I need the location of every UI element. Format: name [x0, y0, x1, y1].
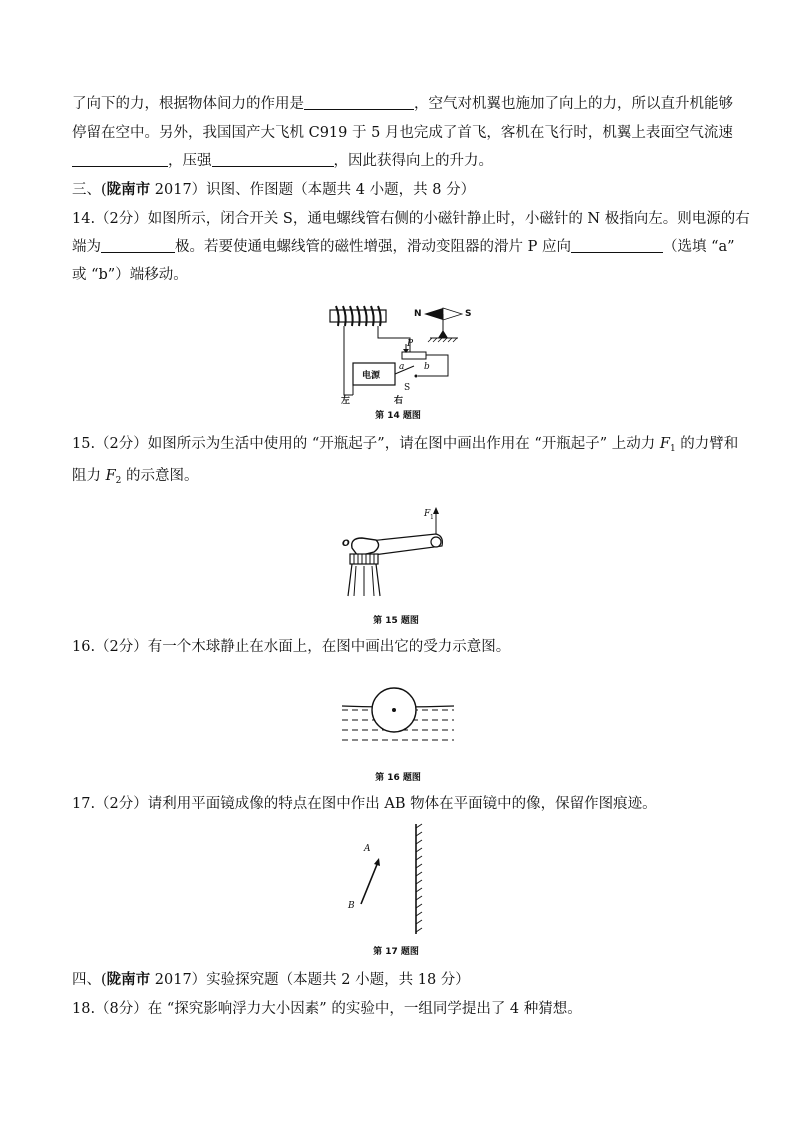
text: 停留在空中。另外，我国国产大飞机 C919 于 5 月也完成了首飞，客机在飞行时，机翼上表面空气流速 — [72, 125, 733, 141]
text: 三、( — [72, 182, 107, 198]
text: 或 “b”）端移动。 — [72, 267, 188, 283]
text: 15.（2分）如图所示为生活中使用的 “开瓶起子”，请在图中画出作用在 “开瓶起子” 上动力 — [72, 436, 660, 452]
label-a: a — [399, 362, 405, 372]
label-switch-s: S — [404, 383, 411, 393]
text: 14.（2分）如图所示，闭合开关 S，通电螺线管右侧的小磁针静止时，小磁针的 N 极指向左。则电源的右 — [72, 211, 750, 227]
label-o: O — [342, 539, 350, 549]
text: 了向下的力，根据物体间力的作用是 — [72, 96, 304, 112]
switch-s — [395, 366, 414, 374]
figure-15-bottle-opener — [336, 500, 456, 610]
para-line-3 — [72, 151, 732, 171]
text: ，因此获得向上的升力。 — [333, 153, 493, 169]
ball-center — [392, 708, 396, 712]
label-f1-sub: 1 — [430, 514, 434, 521]
needle-north — [424, 308, 443, 320]
var-sub: 2 — [115, 476, 122, 486]
text: 四、( — [72, 972, 107, 988]
label-needle-s: S — [465, 309, 472, 319]
q18-line-1 — [72, 999, 732, 1019]
q14-line-2 — [72, 237, 735, 257]
q14-line-3 — [72, 265, 732, 285]
text: 的力臂和 — [675, 436, 739, 452]
label-needle-n: N — [414, 309, 422, 319]
text: 极。若要使通电螺线管的磁性增强，滑动变阻器的滑片 P 应向 — [175, 239, 571, 255]
answer-blank[interactable] — [101, 238, 175, 253]
section-place: 陇南市 — [106, 971, 151, 988]
section-3-heading — [72, 180, 732, 200]
q16-line-1 — [72, 637, 732, 657]
text: 18.（8分）在 “探究影响浮力大小因素” 的实验中，一组同学提出了 4 种猜想。 — [72, 1001, 582, 1017]
object-ab — [361, 862, 378, 904]
opener-hole — [431, 537, 441, 547]
para-line-2 — [72, 123, 732, 143]
text: ，空气对机翼也施加了向上的力，所以直升机能够 — [414, 96, 733, 112]
text: 2017）识图、作图题（本题共 4 小题，共 8 分） — [150, 182, 476, 198]
label-right: 右 — [394, 396, 404, 406]
answer-blank[interactable] — [72, 152, 168, 167]
var-sub: 1 — [669, 444, 676, 454]
wire-top — [378, 326, 410, 352]
q17-line-1 — [72, 794, 732, 814]
text: 的示意图。 — [121, 468, 199, 484]
figure-14-circuit — [318, 300, 478, 425]
label-left: 左 — [341, 396, 351, 406]
answer-blank[interactable] — [212, 152, 334, 167]
rheostat — [402, 352, 426, 359]
text: ，压强 — [168, 153, 212, 169]
text: 17.（2分）请利用平面镜成像的特点在图中作出 AB 物体在平面镜中的像，保留作图痕迹。 — [72, 796, 657, 812]
var-f: F — [105, 468, 116, 484]
wire-left — [344, 326, 353, 395]
q15-line-2 — [72, 466, 732, 491]
label-b: b — [424, 362, 430, 372]
figure-16-caption: 第 16 题图 — [375, 773, 421, 783]
text: （选填 “a” — [662, 239, 735, 255]
arrow-f1 — [433, 507, 439, 514]
figure-17-plane-mirror — [346, 822, 436, 942]
text: 2017）实验探究题（本题共 2 小题，共 18 分） — [150, 972, 470, 988]
text: 16.（2分）有一个木球静止在水面上，在图中画出它的受力示意图。 — [72, 639, 511, 655]
label-f1: F — [424, 509, 431, 519]
text: 端为 — [72, 239, 101, 255]
figure-15-caption: 第 15 题图 — [373, 616, 419, 626]
var-f: F — [659, 436, 670, 452]
q15-line-1 — [72, 434, 739, 459]
figure-14-caption: 第 14 题图 — [375, 411, 421, 421]
section-4-heading — [72, 970, 732, 990]
para-line-1 — [72, 94, 732, 114]
figure-16-wooden-ball — [338, 680, 458, 750]
section-place: 陇南市 — [106, 181, 151, 198]
label-p: P — [407, 339, 414, 349]
label-b: B — [348, 901, 355, 911]
needle-south — [443, 308, 462, 320]
power-label: 电源 — [362, 371, 381, 381]
answer-blank[interactable] — [571, 238, 663, 253]
label-a: A — [364, 844, 371, 854]
answer-blank[interactable] — [304, 95, 414, 110]
text: 阻力 — [72, 468, 106, 484]
q14-line-1 — [72, 209, 750, 229]
figure-17-caption: 第 17 题图 — [373, 947, 419, 957]
